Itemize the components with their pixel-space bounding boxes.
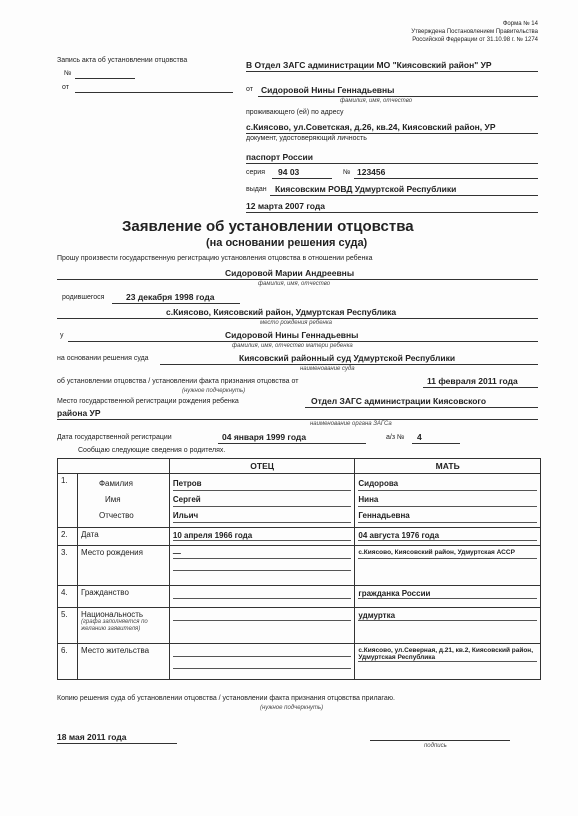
address-line <box>246 133 538 134</box>
signature-hint: подпись <box>424 743 447 749</box>
father-surname: Петров <box>173 477 352 491</box>
number-label: № <box>343 169 351 176</box>
row-number: 1. <box>58 474 78 528</box>
id-document: паспорт России <box>246 152 313 162</box>
label-surname: Фамилия <box>98 479 133 488</box>
applicant-address: с.Киясово, ул.Советская, д.26, кв.24, Киясовский район, УР <box>246 122 496 132</box>
father-nationality <box>173 611 352 621</box>
row-label: Национальность <box>80 610 144 619</box>
row-number: 4. <box>58 586 78 608</box>
born-date: 23 декабря 1998 года <box>126 292 215 302</box>
mother-hint: фамилия, имя, отчество матери ребенка <box>232 343 353 349</box>
table-row <box>58 474 541 528</box>
establish-underline-hint: (нужное подчеркнуть) <box>182 388 246 394</box>
reg-place-underline-2 <box>57 419 538 420</box>
mother-residence: с.Киясово, ул.Северная, д.21, кв.2, Киясовский район, Удмуртская Республика <box>358 647 537 662</box>
mother-cell <box>355 474 541 528</box>
record-date-line <box>75 92 233 93</box>
child-name-hint: фамилия, имя, отчество <box>258 281 331 287</box>
reg-date-label: Дата государственной регистрации <box>57 434 172 441</box>
header-father: ОТЕЦ <box>169 459 355 474</box>
table-row <box>58 528 541 546</box>
table-row <box>58 586 541 608</box>
child-name-line <box>57 279 538 280</box>
issued-label: выдан <box>246 186 267 193</box>
addressee-to-line <box>246 71 538 72</box>
establish-date-line <box>423 387 538 388</box>
attachment-text: Копию решения суда об установлении отцовства / установлении факта признания отцовства прилагаю. <box>57 695 395 702</box>
addressee-to: В Отдел ЗАГС администрации МО "Киясовский район" УР <box>246 60 492 70</box>
mother-prefix: у <box>60 332 64 339</box>
mother-birth-date: 04 августа 1976 года <box>358 531 537 541</box>
row-label: Гражданство <box>77 586 169 608</box>
reg-date-line <box>218 443 366 444</box>
passport-series: 94 03 <box>278 167 300 177</box>
father-cell <box>169 474 355 528</box>
father-cell <box>169 586 355 608</box>
applicant-name: Сидоровой Нины Геннадьевны <box>261 85 395 95</box>
father-first-name: Сергей <box>173 493 352 507</box>
act-number-line <box>412 443 460 444</box>
form-header <box>411 20 538 44</box>
from-prefix: от <box>246 86 253 93</box>
label-patronymic: Отчество <box>98 511 134 520</box>
record-no-label: № <box>64 70 72 77</box>
document-subtitle: (на основании решения суда) <box>206 237 368 249</box>
signature-line <box>370 740 510 741</box>
reg-place-underline-1 <box>305 407 538 408</box>
row-label: Место рождения <box>77 546 169 586</box>
row-number: 6. <box>58 644 78 680</box>
mother-first-name: Нина <box>358 493 537 507</box>
birthplace-hint: место рождения ребенка <box>260 320 333 326</box>
act-label: а/з № <box>386 434 405 441</box>
act-number: 4 <box>417 432 422 442</box>
address-label: проживающего (ей) по адресу <box>246 109 344 116</box>
document-title: Заявление об установлении отцовства <box>122 218 414 235</box>
court-name: Киясовский районный суд Удмуртской Республики <box>239 353 456 363</box>
parents-info-text: Сообщаю следующие сведения о родителях. <box>78 447 226 454</box>
father-cell <box>169 528 355 546</box>
id-document-line <box>246 163 538 164</box>
nationality-hint: (графа заполняется по желанию заявителя) <box>80 619 148 632</box>
mother-patronymic: Геннадьевна <box>358 509 537 523</box>
form-number: Форма № 14 <box>502 21 538 27</box>
born-date-line <box>112 303 240 304</box>
record-no-line <box>75 78 135 79</box>
request-text: Прошу произвести государственную регистрацию установления отцовства в отношении ребенка <box>57 255 373 262</box>
approved-line-1: Утверждена Постановлением Правительства <box>411 29 538 35</box>
establish-date: 11 февраля 2011 года <box>427 376 518 386</box>
parents-table <box>57 458 541 680</box>
approved-line-2: Российской Федерации от 31.10.98 г. № 1274 <box>412 37 538 43</box>
mother-surname: Сидорова <box>358 477 537 491</box>
father-birthplace: — <box>173 549 352 559</box>
row-label-cell <box>77 608 169 644</box>
table-header-row <box>58 459 541 474</box>
row-label: Дата <box>77 528 169 546</box>
birthplace: с.Киясово, Киясовский район, Удмуртская Республика <box>166 307 397 317</box>
mother-cell <box>355 644 541 680</box>
mother-nationality: удмуртка <box>358 611 537 621</box>
mother-cell <box>355 608 541 644</box>
application-date: 18 мая 2011 года <box>57 732 127 742</box>
issued-date-line <box>246 212 538 213</box>
series-line <box>272 178 332 179</box>
issued-by: Киясовским РОВД Удмуртской Республики <box>275 184 457 194</box>
table-row <box>58 644 541 680</box>
reg-place-line-1: Отдел ЗАГС администрации Киясовского <box>311 396 487 406</box>
passport-number: 123456 <box>357 167 386 177</box>
applicant-name-hint: фамилия, имя, отчество <box>340 98 413 104</box>
number-line <box>354 178 538 179</box>
father-citizenship <box>173 589 352 599</box>
mother-cell <box>355 586 541 608</box>
father-cell <box>169 546 355 586</box>
father-cell <box>169 644 355 680</box>
row-labels <box>77 474 169 528</box>
mother-name: Сидоровой Нины Геннадьевны <box>225 330 359 340</box>
series-label: серия <box>246 169 265 176</box>
reg-place-hint: наименование органа ЗАГСа <box>310 421 392 427</box>
mother-citizenship: гражданка России <box>358 589 537 599</box>
row-number: 2. <box>58 528 78 546</box>
header-blank <box>58 459 170 474</box>
record-label: Запись акта об установлении отцовства <box>57 57 188 64</box>
court-label: на основании решения суда <box>57 355 149 362</box>
mother-cell <box>355 528 541 546</box>
row-label: Место жительства <box>77 644 169 680</box>
issued-date: 12 марта 2007 года <box>246 201 325 211</box>
mother-name-line <box>68 341 538 342</box>
reg-place-label: Место государственной регистрации рождения ребенка <box>57 398 239 405</box>
mother-cell <box>355 546 541 586</box>
row-number: 5. <box>58 608 78 644</box>
father-residence <box>173 647 352 657</box>
table-row <box>58 546 541 586</box>
id-document-label: документ, удостоверяющий личность <box>246 135 367 142</box>
record-from-label: от <box>62 84 69 91</box>
father-cell <box>169 608 355 644</box>
court-hint: наименование суда <box>300 366 355 372</box>
issued-by-line <box>270 195 538 196</box>
child-name: Сидоровой Марии Андреевны <box>225 268 355 278</box>
birthplace-line <box>57 318 538 319</box>
attachment-underline-hint: (нужное подчеркнуть) <box>260 705 324 711</box>
label-first-name: Имя <box>104 495 121 504</box>
header-mother: МАТЬ <box>355 459 541 474</box>
reg-place-line-2: района УР <box>57 408 101 418</box>
row-number: 3. <box>58 546 78 586</box>
court-line <box>160 364 538 365</box>
table-row <box>58 608 541 644</box>
mother-birthplace: с.Киясово, Киясовский район, Удмуртская АССР <box>358 549 537 559</box>
father-birth-date: 10 апреля 1966 года <box>173 531 352 541</box>
born-label: родившегося <box>62 294 105 301</box>
application-date-line <box>57 743 177 744</box>
father-birthplace-line <box>173 561 352 571</box>
applicant-name-line <box>258 96 538 97</box>
reg-date: 04 января 1999 года <box>222 432 307 442</box>
establish-label: об установлении отцовства / установлении факта признания отцовства от <box>57 378 299 385</box>
father-patronymic: Ильич <box>173 509 352 523</box>
father-residence-line <box>173 659 352 669</box>
